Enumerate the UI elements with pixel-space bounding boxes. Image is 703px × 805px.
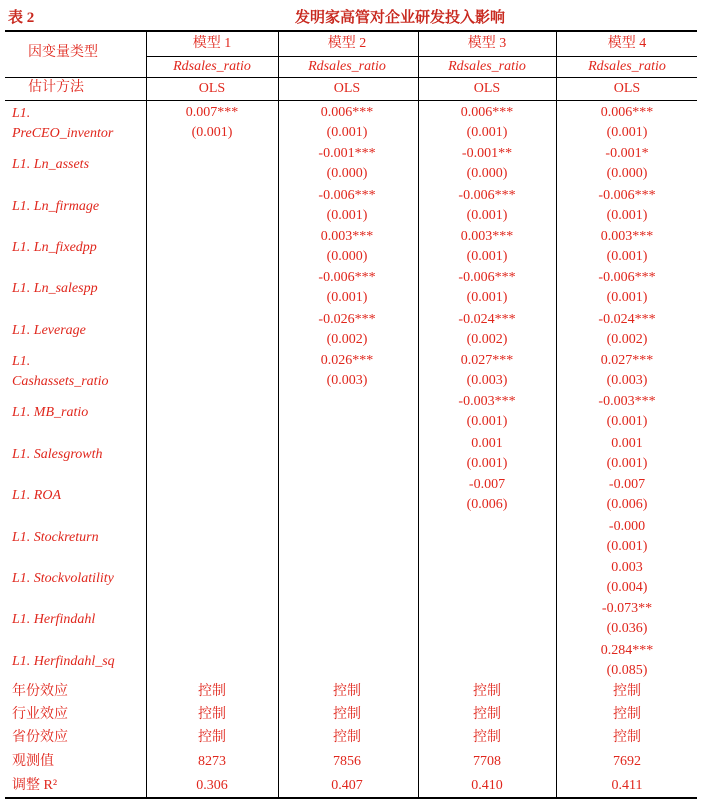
footer-value: 控制 (613, 707, 641, 722)
coefficient: -0.001* (605, 146, 649, 162)
footer-row-label: 观测值 (12, 754, 54, 769)
model-header: 模型 2 (327, 36, 367, 51)
column-divider (418, 31, 419, 798)
coefficient: -0.003*** (458, 394, 516, 410)
column-divider (556, 31, 557, 798)
standard-error: (0.000) (466, 166, 508, 182)
top-rule (5, 30, 697, 32)
footer-value: 7856 (333, 754, 361, 769)
standard-error: (0.000) (606, 166, 648, 182)
footer-value: 控制 (198, 730, 226, 745)
method-label: 估计方法 (28, 80, 84, 95)
variable-label: L1. ROA (12, 488, 61, 504)
standard-error: (0.006) (606, 497, 648, 513)
coefficient: 0.006*** (320, 105, 374, 120)
footer-value: 控制 (473, 730, 501, 745)
model-header: 模型 4 (607, 36, 647, 51)
variable-label: L1. Ln_salespp (12, 281, 98, 297)
footer-value: 控制 (613, 684, 641, 699)
dependent-variable: Rdsales_ratio (588, 59, 666, 74)
model-header: 模型 3 (467, 36, 507, 51)
model-header: 模型 1 (192, 36, 232, 51)
coefficient: -0.006*** (598, 270, 656, 286)
coefficient: -0.026*** (318, 311, 376, 327)
standard-error: (0.001) (326, 207, 368, 223)
footer-value: 8273 (198, 754, 226, 769)
footer-row-label: 省份效应 (12, 730, 68, 745)
coefficient: 0.006*** (600, 105, 654, 120)
standard-error: (0.001) (606, 249, 648, 265)
coefficient: -0.073** (601, 601, 653, 617)
variable-label: PreCEO_inventor (12, 126, 114, 141)
standard-error: (0.002) (466, 331, 508, 347)
footer-value: 0.407 (331, 778, 363, 793)
variable-label: L1. Herfindahl_sq (12, 653, 115, 669)
footer-value: 0.410 (471, 778, 503, 793)
coefficient: 0.007*** (185, 105, 239, 120)
method-value: OLS (198, 81, 226, 96)
header-rule-2 (5, 77, 697, 78)
standard-error: (0.003) (326, 373, 368, 389)
standard-error: (0.001) (466, 207, 508, 223)
coefficient: -0.007 (608, 477, 646, 493)
standard-error: (0.001) (606, 455, 648, 471)
standard-error: (0.001) (606, 207, 648, 223)
variable-label: L1. Leverage (12, 322, 86, 338)
row-label-header: 因变量类型 (28, 45, 98, 60)
standard-error: (0.036) (606, 621, 648, 637)
coefficient: -0.001*** (318, 146, 376, 162)
coefficient: 0.284*** (600, 642, 654, 658)
standard-error: (0.004) (606, 579, 648, 595)
standard-error: (0.001) (466, 414, 508, 430)
footer-row-label: 行业效应 (12, 707, 68, 722)
method-value: OLS (473, 81, 501, 96)
header-rule-3 (5, 100, 697, 101)
coefficient: 0.027*** (600, 353, 654, 369)
footer-value: 控制 (198, 684, 226, 699)
variable-label: L1. Ln_firmage (12, 198, 100, 214)
standard-error: (0.001) (466, 249, 508, 265)
dependent-variable: Rdsales_ratio (173, 59, 251, 74)
coefficient: -0.006*** (598, 187, 656, 203)
standard-error: (0.002) (326, 331, 368, 347)
coefficient: -0.006*** (458, 187, 516, 203)
standard-error: (0.001) (191, 125, 233, 140)
standard-error: (0.006) (466, 497, 508, 513)
method-value: OLS (333, 81, 361, 96)
coefficient: 0.001 (611, 435, 643, 451)
coefficient: 0.006*** (460, 105, 514, 120)
coefficient: -0.024*** (458, 311, 516, 327)
table-caption: 发明家高管对企业研发投入影响 (294, 10, 505, 26)
standard-error: (0.001) (606, 414, 648, 430)
footer-value: 控制 (333, 730, 361, 745)
coefficient: 0.003*** (460, 229, 514, 245)
coefficient: -0.000 (608, 518, 646, 534)
variable-label: L1. Ln_assets (12, 157, 90, 173)
footer-row-label: 调整 R² (12, 778, 58, 793)
footer-value: 0.411 (611, 778, 643, 793)
variable-label: L1. (12, 106, 31, 121)
standard-error: (0.001) (466, 455, 508, 471)
footer-value: 控制 (613, 730, 641, 745)
standard-error: (0.085) (606, 662, 648, 678)
footer-row-label: 年份效应 (12, 684, 68, 699)
standard-error: (0.001) (466, 290, 508, 306)
standard-error: (0.001) (606, 538, 648, 554)
coefficient: -0.024*** (598, 311, 656, 327)
variable-label: L1. Stockvolatility (12, 570, 114, 586)
coefficient: -0.007 (468, 477, 506, 493)
variable-label: L1. MB_ratio (12, 405, 89, 421)
standard-error: (0.003) (606, 373, 648, 389)
variable-label: L1. Ln_fixedpp (12, 240, 97, 256)
footer-value: 控制 (198, 707, 226, 722)
standard-error: (0.000) (326, 166, 368, 182)
footer-value: 控制 (333, 684, 361, 699)
dependent-variable: Rdsales_ratio (448, 59, 526, 74)
dependent-variable: Rdsales_ratio (308, 59, 386, 74)
standard-error: (0.001) (606, 290, 648, 306)
coefficient: -0.006*** (318, 187, 376, 203)
footer-value: 7708 (473, 754, 501, 769)
coefficient: 0.003*** (600, 229, 654, 245)
coefficient: 0.003*** (320, 229, 374, 245)
variable-label: L1. Salesgrowth (12, 446, 103, 462)
standard-error: (0.000) (326, 249, 368, 265)
variable-label: L1. Herfindahl (12, 612, 96, 628)
table-title-bar (0, 0, 703, 30)
bottom-rule (5, 797, 697, 799)
variable-label: L1. (12, 354, 31, 370)
coefficient: -0.006*** (318, 270, 376, 286)
standard-error: (0.001) (466, 125, 508, 140)
footer-value: 控制 (473, 707, 501, 722)
standard-error: (0.001) (326, 290, 368, 306)
footer-value: 7692 (613, 754, 641, 769)
coefficient: -0.006*** (458, 270, 516, 286)
standard-error: (0.001) (606, 125, 648, 140)
coefficient: 0.027*** (460, 353, 514, 369)
coefficient: 0.026*** (320, 353, 374, 369)
footer-value: 0.306 (196, 778, 228, 793)
footer-value: 控制 (473, 684, 501, 699)
variable-label: L1. Stockreturn (12, 529, 99, 545)
coefficient: -0.003*** (598, 394, 656, 410)
standard-error: (0.003) (466, 373, 508, 389)
standard-error: (0.002) (606, 331, 648, 347)
table-number: 表 2 (8, 10, 35, 26)
column-divider (278, 31, 279, 798)
method-value: OLS (613, 81, 641, 96)
coefficient: 0.001 (471, 435, 503, 451)
coefficient: 0.003 (611, 559, 643, 575)
standard-error: (0.001) (326, 125, 368, 140)
footer-value: 控制 (333, 707, 361, 722)
variable-label: Cashassets_ratio (12, 374, 109, 390)
coefficient: -0.001** (461, 146, 513, 162)
